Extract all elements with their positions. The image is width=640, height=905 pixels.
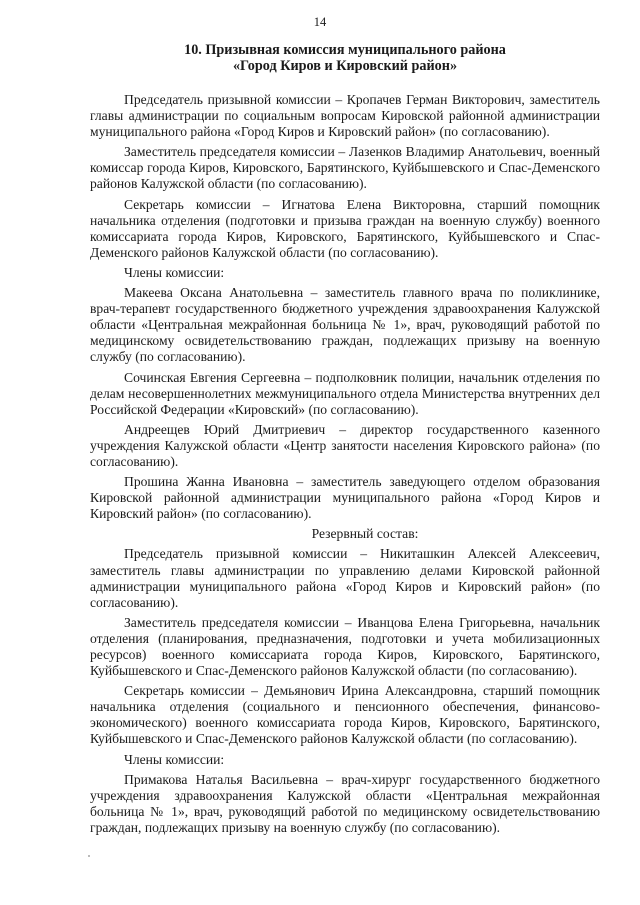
paragraph-member: Сочинская Евгения Сергеевна – подполковник полиции, начальник отделения по делам несовершеннолетних межмуниципального отдела Министерства внутренних дел Российской Федерации «Кировский» (по согласованию). — [90, 369, 600, 417]
section-title-line-1: 10. Призывная комиссия муниципального района — [184, 42, 506, 58]
reserve-members-heading: Члены комиссии: — [124, 751, 225, 767]
paragraph-member: Андреещев Юрий Дмитриевич – директор государственного казенного учреждения Калужской области «Центр занятости населения Кировского района» (по согласованию). — [90, 421, 600, 469]
paragraph-reserve-secretary: Секретарь комиссии – Демьянович Ирина Александровна, старший помощник начальника отделения (социального и пенсионного обеспечения, финансово-экономического) военного комиссариата города Киров, Кировского, Барятинского, Куйбышевского и Спас-Деменского районов Калужской области (по согласованию). — [90, 683, 600, 747]
paragraph-deputy-chairman: Заместитель председателя комиссии – Лазенков Владимир Анатольевич, военный комиссар города Киров, Кировского, Барятинского, Куйбышевского и Спас-Деменского районов Калужской области (по согласованию). — [90, 144, 600, 192]
paragraph-member: Макеева Оксана Анатольевна – заместитель главного врача по поликлинике, врач-терапевт государственного бюджетного учреждения здравоохранения Калужской области «Центральная межрайонная больница № 1», врач, руководящий работой по медицинскому освидетельствованию граждан, подлежащих призыву на военную службу (по согласованию). — [90, 285, 600, 365]
section-title — [90, 42, 600, 74]
reserve-heading: Резервный состав: — [311, 526, 419, 542]
paragraph-reserve-member: Примакова Наталья Васильевна – врач-хирург государственного бюджетного учреждения здравоохранения Калужской области «Центральная межрайонная больница № 1», врач, руководящий работой по медицинскому освидетельствованию граждан, подлежащих призыву на военную службу (по согласованию). — [90, 771, 600, 835]
document-body — [90, 92, 600, 840]
paragraph-chairman: Председатель призывной комиссии – Кропачев Герман Викторович, заместитель главы администрации по социальным вопросам Кировской районной администрации муниципального района «Город Киров и Кировский район» (по согласованию). — [90, 92, 600, 140]
paragraph-reserve-deputy: Заместитель председателя комиссии – Иванцова Елена Григорьевна, начальник отделения (планирования, предназначения, подготовки и учета мобилизационных ресурсов) военного комиссариата города Киров, Кировского, Барятинского, Куйбышевского и Спас-Деменского районов Калужской области (по согласованию). — [90, 614, 600, 679]
paragraph-secretary: Секретарь комиссии – Игнатова Елена Викторовна, старший помощник начальника отделения (подготовки и призыва граждан на военную службу) военного комиссариата города Киров, Кировского, Барятинского, Куйбышевского и Спас-Деменского районов Калужской области (по согласованию). — [90, 196, 600, 260]
section-title-line-2: «Город Киров и Кировский район» — [232, 58, 458, 74]
members-heading: Члены комиссии: — [124, 264, 225, 280]
scan-artifact — [88, 855, 90, 857]
paragraph-reserve-chairman: Председатель призывной комиссии – Никиташкин Алексей Алексеевич, заместитель главы администрации по управлению делами Кировской районной администрации муниципального района «Город Киров и Кировский район» (по согласованию). — [90, 546, 600, 610]
page-number: 14 — [313, 15, 327, 29]
paragraph-member: Прошина Жанна Ивановна – заместитель заведующего отделом образования Кировской районной администрации муниципального района «Город Киров и Кировский район» (по согласованию). — [90, 474, 600, 522]
